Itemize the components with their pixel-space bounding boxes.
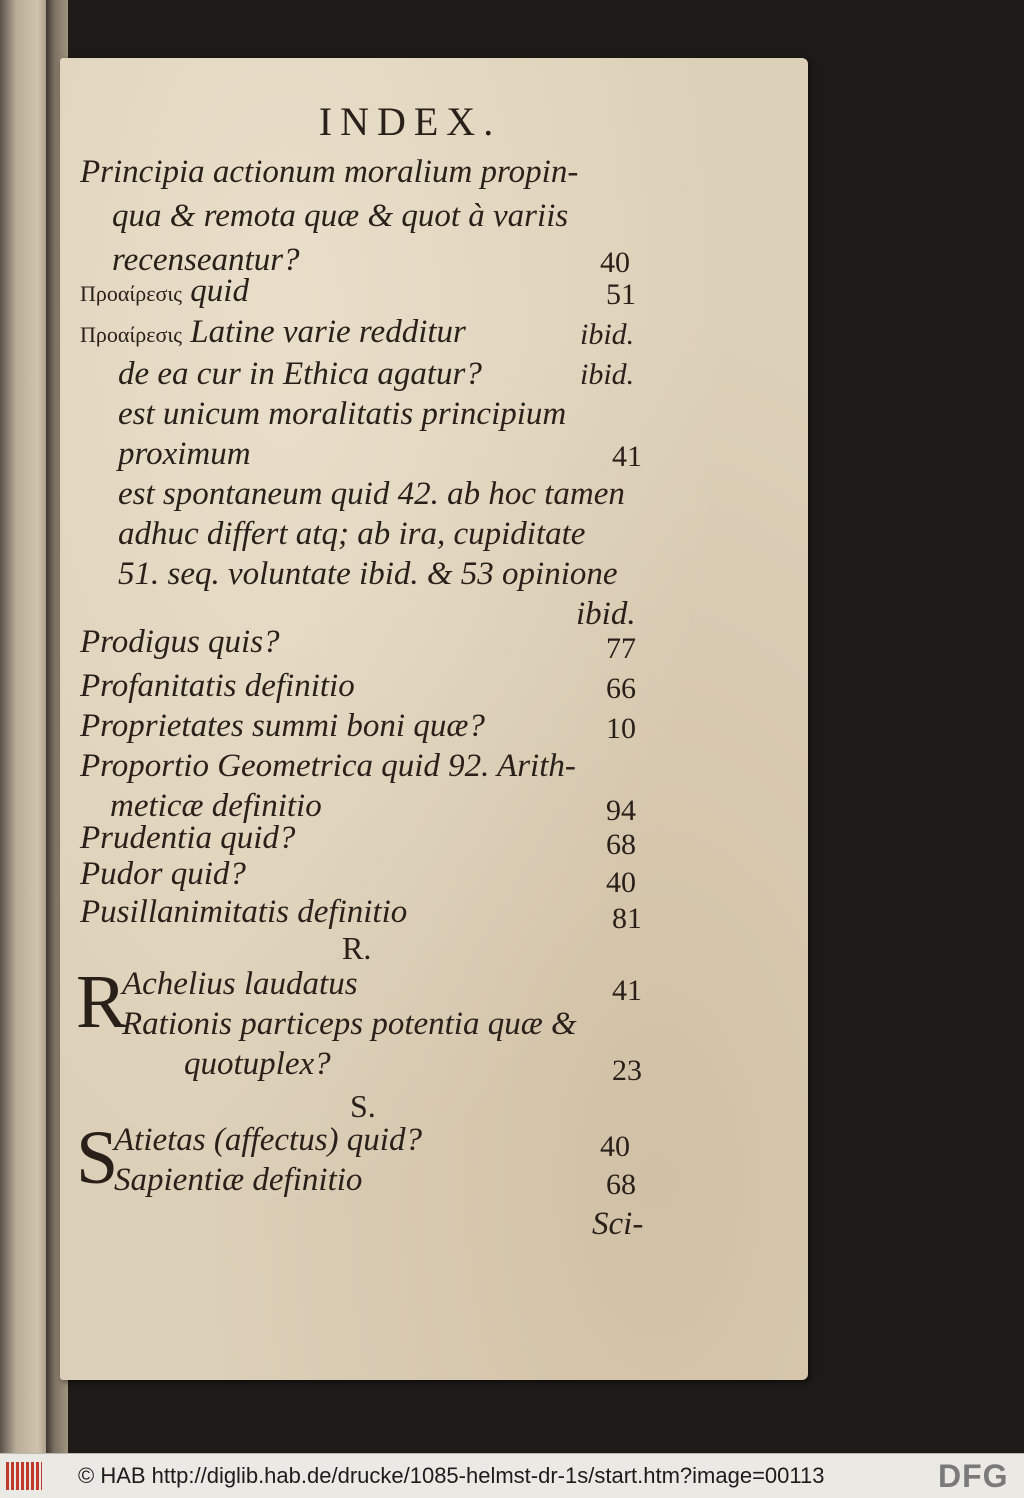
page-number: 41 [612, 440, 642, 473]
index-entry: meticæ definitio [110, 788, 322, 824]
index-entry: 51. seq. voluntate ibid. & 53 opinione [118, 556, 618, 592]
section-heading-r: R. [342, 930, 372, 966]
page-number: 68 [606, 828, 636, 861]
barcode-icon [6, 1462, 42, 1490]
index-entry: Sapientiæ definitio [114, 1162, 363, 1198]
running-head: INDEX. [318, 99, 502, 144]
index-entry: Prodigus quis? [80, 624, 280, 660]
index-entry: qua & remota quæ & quot à variis [112, 198, 569, 234]
entry-text: quid [190, 273, 249, 309]
page-number: 41 [612, 974, 642, 1007]
page-number: 81 [612, 902, 642, 935]
index-entry: est spontaneum quid 42. ab hoc tamen [118, 476, 625, 512]
section-heading-s: S. [350, 1088, 376, 1124]
index-entry: proximum [118, 436, 251, 472]
index-entry: Proportio Geometrica quid 92. Arith- [80, 748, 576, 784]
page-number: 40 [600, 1130, 630, 1163]
page-number: 23 [612, 1054, 642, 1087]
page-number: 40 [600, 246, 630, 279]
index-entry: Pudor quid? [80, 856, 246, 892]
dropcap-r: R [76, 960, 127, 1044]
page-number: 51 [606, 278, 636, 311]
index-entry: est unicum moralitatis principium [118, 396, 567, 432]
copyright-url[interactable]: © HAB http://diglib.hab.de/drucke/1085-helmst-dr-1s/start.htm?image=00113 [78, 1463, 825, 1488]
index-entry: Pusillanimitatis definitio [80, 894, 408, 930]
page-number: 94 [606, 794, 636, 827]
index-entry: Principia actionum moralium propin- [80, 154, 579, 190]
page-number: 10 [606, 712, 636, 745]
page-number: ibid. [580, 358, 635, 391]
index-entry: Achelius laudatus [122, 966, 358, 1002]
index-entry: Atietas (affectus) quid? [114, 1122, 422, 1158]
page-number: 66 [606, 672, 636, 705]
page-number: ibid. [580, 318, 635, 351]
index-entry: Proprietates summi boni quæ? [80, 708, 485, 744]
index-entry: de ea cur in Ethica agatur? [118, 356, 482, 392]
index-entry [80, 275, 249, 308]
index-entry [80, 316, 466, 349]
entry-text: Latine varie redditur [190, 314, 466, 350]
index-entry: quotuplex? [184, 1046, 331, 1082]
index-entry: Profanitatis definitio [80, 668, 355, 704]
page-number: 77 [606, 632, 636, 665]
book-page [60, 58, 808, 1380]
catchword: Sci- [592, 1206, 644, 1242]
dropcap-s: S [76, 1116, 119, 1200]
index-entry: ibid. [576, 596, 636, 632]
viewer-footer [0, 1453, 1024, 1498]
index-entry: recenseantur? [112, 242, 300, 278]
greek-term: Προαίρεσις [80, 322, 183, 347]
page-number: 68 [606, 1168, 636, 1201]
greek-term: Προαίρεσις [80, 281, 183, 306]
page-number: 40 [606, 866, 636, 899]
dfg-logo: DFG [938, 1458, 1009, 1494]
index-entry: adhuc differt atq; ab ira, cupiditate [118, 516, 586, 552]
index-entry: Prudentia quid? [80, 820, 296, 856]
index-entry: Rationis particeps potentia quæ & [122, 1006, 577, 1042]
